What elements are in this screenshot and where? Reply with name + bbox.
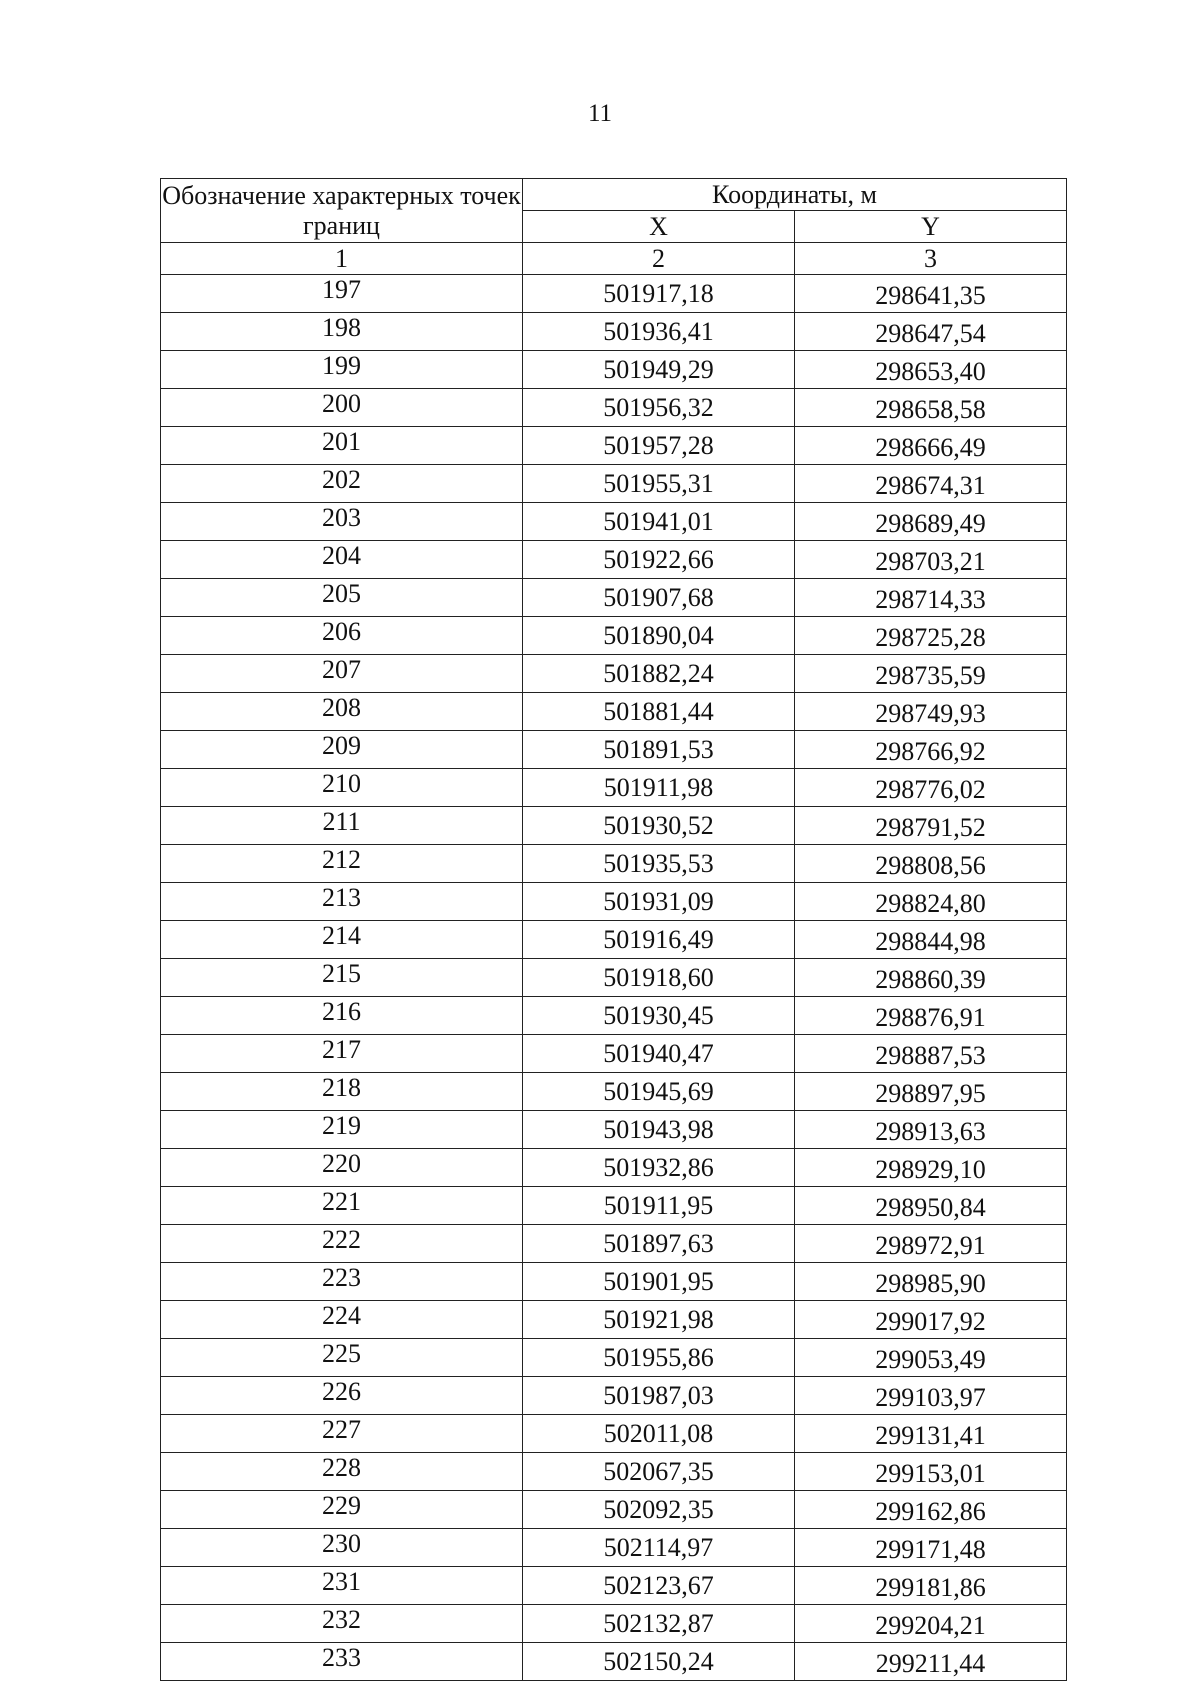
y-coordinate-cell: 299204,21: [795, 1605, 1067, 1643]
table-row: [161, 1263, 1067, 1301]
y-coordinate-cell: 298844,98: [795, 921, 1067, 959]
y-coordinate-cell: 298714,33: [795, 579, 1067, 617]
x-coordinate-cell: 501890,04: [523, 617, 795, 655]
point-number-cell: 214: [161, 921, 523, 959]
table-row: [161, 959, 1067, 997]
x-coordinate-cell: 501917,18: [523, 275, 795, 313]
table-row: [161, 921, 1067, 959]
y-coordinate-cell: 299181,86: [795, 1567, 1067, 1605]
x-coordinate-cell: 501930,52: [523, 807, 795, 845]
y-coordinate-cell: 298808,56: [795, 845, 1067, 883]
header-coordinates: Координаты, м: [523, 179, 1067, 211]
page-number: 11: [587, 100, 613, 127]
point-number-cell: 222: [161, 1225, 523, 1263]
point-number-cell: 215: [161, 959, 523, 997]
x-coordinate-cell: 501955,86: [523, 1339, 795, 1377]
y-coordinate-cell: 298766,92: [795, 731, 1067, 769]
y-coordinate-cell: 298985,90: [795, 1263, 1067, 1301]
table-row: [161, 1453, 1067, 1491]
y-coordinate-cell: 298703,21: [795, 541, 1067, 579]
point-number-cell: 216: [161, 997, 523, 1035]
table-row: [161, 655, 1067, 693]
header-row-top: [161, 179, 1067, 211]
y-coordinate-cell: 298897,95: [795, 1073, 1067, 1111]
x-coordinate-cell: 501940,47: [523, 1035, 795, 1073]
point-number-cell: 208: [161, 693, 523, 731]
point-number-cell: 227: [161, 1415, 523, 1453]
coordinates-table-body: [161, 275, 1067, 1681]
header-x: X: [523, 211, 795, 243]
point-number-cell: 202: [161, 465, 523, 503]
y-coordinate-cell: 298647,54: [795, 313, 1067, 351]
table-row: [161, 503, 1067, 541]
table-row: [161, 1491, 1067, 1529]
table-row: [161, 883, 1067, 921]
y-coordinate-cell: 298972,91: [795, 1225, 1067, 1263]
y-coordinate-cell: 299103,97: [795, 1377, 1067, 1415]
y-coordinate-cell: 298913,63: [795, 1111, 1067, 1149]
x-coordinate-cell: 502150,24: [523, 1643, 795, 1681]
table-row: [161, 1605, 1067, 1643]
point-number-cell: 230: [161, 1529, 523, 1567]
header-point-designation: Обозначение характерных точек границ: [161, 179, 523, 243]
point-number-cell: 229: [161, 1491, 523, 1529]
x-coordinate-cell: 501911,95: [523, 1187, 795, 1225]
x-coordinate-cell: 501957,28: [523, 427, 795, 465]
x-coordinate-cell: 501897,63: [523, 1225, 795, 1263]
x-coordinate-cell: 502132,87: [523, 1605, 795, 1643]
table-row: [161, 427, 1067, 465]
y-coordinate-cell: 298950,84: [795, 1187, 1067, 1225]
point-number-cell: 213: [161, 883, 523, 921]
y-coordinate-cell: 299162,86: [795, 1491, 1067, 1529]
y-coordinate-cell: 298860,39: [795, 959, 1067, 997]
x-coordinate-cell: 501907,68: [523, 579, 795, 617]
point-number-cell: 232: [161, 1605, 523, 1643]
table-row: [161, 1567, 1067, 1605]
x-coordinate-cell: 501918,60: [523, 959, 795, 997]
y-coordinate-cell: 298791,52: [795, 807, 1067, 845]
table-row: [161, 731, 1067, 769]
point-number-cell: 211: [161, 807, 523, 845]
y-coordinate-cell: 298776,02: [795, 769, 1067, 807]
y-coordinate-cell: 298653,40: [795, 351, 1067, 389]
y-coordinate-cell: 298876,91: [795, 997, 1067, 1035]
point-number-cell: 217: [161, 1035, 523, 1073]
table-row: [161, 1529, 1067, 1567]
table-row: [161, 845, 1067, 883]
x-coordinate-cell: 501932,86: [523, 1149, 795, 1187]
x-coordinate-cell: 501911,98: [523, 769, 795, 807]
y-coordinate-cell: 299153,01: [795, 1453, 1067, 1491]
x-coordinate-cell: 501941,01: [523, 503, 795, 541]
y-coordinate-cell: 299171,48: [795, 1529, 1067, 1567]
y-coordinate-cell: 299017,92: [795, 1301, 1067, 1339]
table-row: [161, 389, 1067, 427]
table-row: [161, 1301, 1067, 1339]
table-row: [161, 617, 1067, 655]
x-coordinate-cell: 502011,08: [523, 1415, 795, 1453]
table-row: [161, 1643, 1067, 1681]
header-y: Y: [795, 211, 1067, 243]
point-number-cell: 203: [161, 503, 523, 541]
x-coordinate-cell: 502092,35: [523, 1491, 795, 1529]
point-number-cell: 218: [161, 1073, 523, 1111]
point-number-cell: 210: [161, 769, 523, 807]
point-number-cell: 219: [161, 1111, 523, 1149]
point-number-cell: 225: [161, 1339, 523, 1377]
x-coordinate-cell: 501943,98: [523, 1111, 795, 1149]
point-number-cell: 200: [161, 389, 523, 427]
point-number-cell: 199: [161, 351, 523, 389]
y-coordinate-cell: 298735,59: [795, 655, 1067, 693]
x-coordinate-cell: 502123,67: [523, 1567, 795, 1605]
x-coordinate-cell: 501891,53: [523, 731, 795, 769]
x-coordinate-cell: 501922,66: [523, 541, 795, 579]
table-row: [161, 807, 1067, 845]
table-row: [161, 1073, 1067, 1111]
y-coordinate-cell: 298824,80: [795, 883, 1067, 921]
point-number-cell: 233: [161, 1643, 523, 1681]
y-coordinate-cell: 298749,93: [795, 693, 1067, 731]
x-coordinate-cell: 501882,24: [523, 655, 795, 693]
table-row: [161, 541, 1067, 579]
y-coordinate-cell: 298666,49: [795, 427, 1067, 465]
table-row: [161, 693, 1067, 731]
table-row: [161, 1377, 1067, 1415]
table-row: [161, 769, 1067, 807]
y-coordinate-cell: 299131,41: [795, 1415, 1067, 1453]
point-number-cell: 197: [161, 275, 523, 313]
x-coordinate-cell: 501916,49: [523, 921, 795, 959]
point-number-cell: 228: [161, 1453, 523, 1491]
x-coordinate-cell: 501945,69: [523, 1073, 795, 1111]
point-number-cell: 221: [161, 1187, 523, 1225]
point-number-cell: 204: [161, 541, 523, 579]
point-number-cell: 201: [161, 427, 523, 465]
point-number-cell: 198: [161, 313, 523, 351]
point-number-cell: 209: [161, 731, 523, 769]
table-row: [161, 579, 1067, 617]
x-coordinate-cell: 502114,97: [523, 1529, 795, 1567]
x-coordinate-cell: 501955,31: [523, 465, 795, 503]
x-coordinate-cell: 502067,35: [523, 1453, 795, 1491]
table-row: [161, 1035, 1067, 1073]
table-row: [161, 275, 1067, 313]
column-number-3: 3: [795, 243, 1067, 275]
x-coordinate-cell: 501987,03: [523, 1377, 795, 1415]
table-row: [161, 1339, 1067, 1377]
y-coordinate-cell: 298887,53: [795, 1035, 1067, 1073]
table-row: [161, 1225, 1067, 1263]
table-row: [161, 1187, 1067, 1225]
y-coordinate-cell: 298929,10: [795, 1149, 1067, 1187]
column-number-row: [161, 243, 1067, 275]
x-coordinate-cell: 501921,98: [523, 1301, 795, 1339]
table-row: [161, 1415, 1067, 1453]
y-coordinate-cell: 298725,28: [795, 617, 1067, 655]
x-coordinate-cell: 501930,45: [523, 997, 795, 1035]
point-number-cell: 207: [161, 655, 523, 693]
x-coordinate-cell: 501931,09: [523, 883, 795, 921]
column-number-2: 2: [523, 243, 795, 275]
table-row: [161, 313, 1067, 351]
point-number-cell: 226: [161, 1377, 523, 1415]
point-number-cell: 206: [161, 617, 523, 655]
table-row: [161, 997, 1067, 1035]
point-number-cell: 231: [161, 1567, 523, 1605]
x-coordinate-cell: 501949,29: [523, 351, 795, 389]
y-coordinate-cell: 299053,49: [795, 1339, 1067, 1377]
coordinates-table: [160, 178, 1067, 1681]
y-coordinate-cell: 299211,44: [795, 1643, 1067, 1681]
x-coordinate-cell: 501936,41: [523, 313, 795, 351]
column-number-1: 1: [161, 243, 523, 275]
table-row: [161, 1111, 1067, 1149]
x-coordinate-cell: 501935,53: [523, 845, 795, 883]
x-coordinate-cell: 501881,44: [523, 693, 795, 731]
y-coordinate-cell: 298689,49: [795, 503, 1067, 541]
table-row: [161, 1149, 1067, 1187]
point-number-cell: 220: [161, 1149, 523, 1187]
point-number-cell: 223: [161, 1263, 523, 1301]
y-coordinate-cell: 298674,31: [795, 465, 1067, 503]
x-coordinate-cell: 501901,95: [523, 1263, 795, 1301]
x-coordinate-cell: 501956,32: [523, 389, 795, 427]
point-number-cell: 212: [161, 845, 523, 883]
point-number-cell: 205: [161, 579, 523, 617]
point-number-cell: 224: [161, 1301, 523, 1339]
y-coordinate-cell: 298658,58: [795, 389, 1067, 427]
y-coordinate-cell: 298641,35: [795, 275, 1067, 313]
table-row: [161, 465, 1067, 503]
table-row: [161, 351, 1067, 389]
